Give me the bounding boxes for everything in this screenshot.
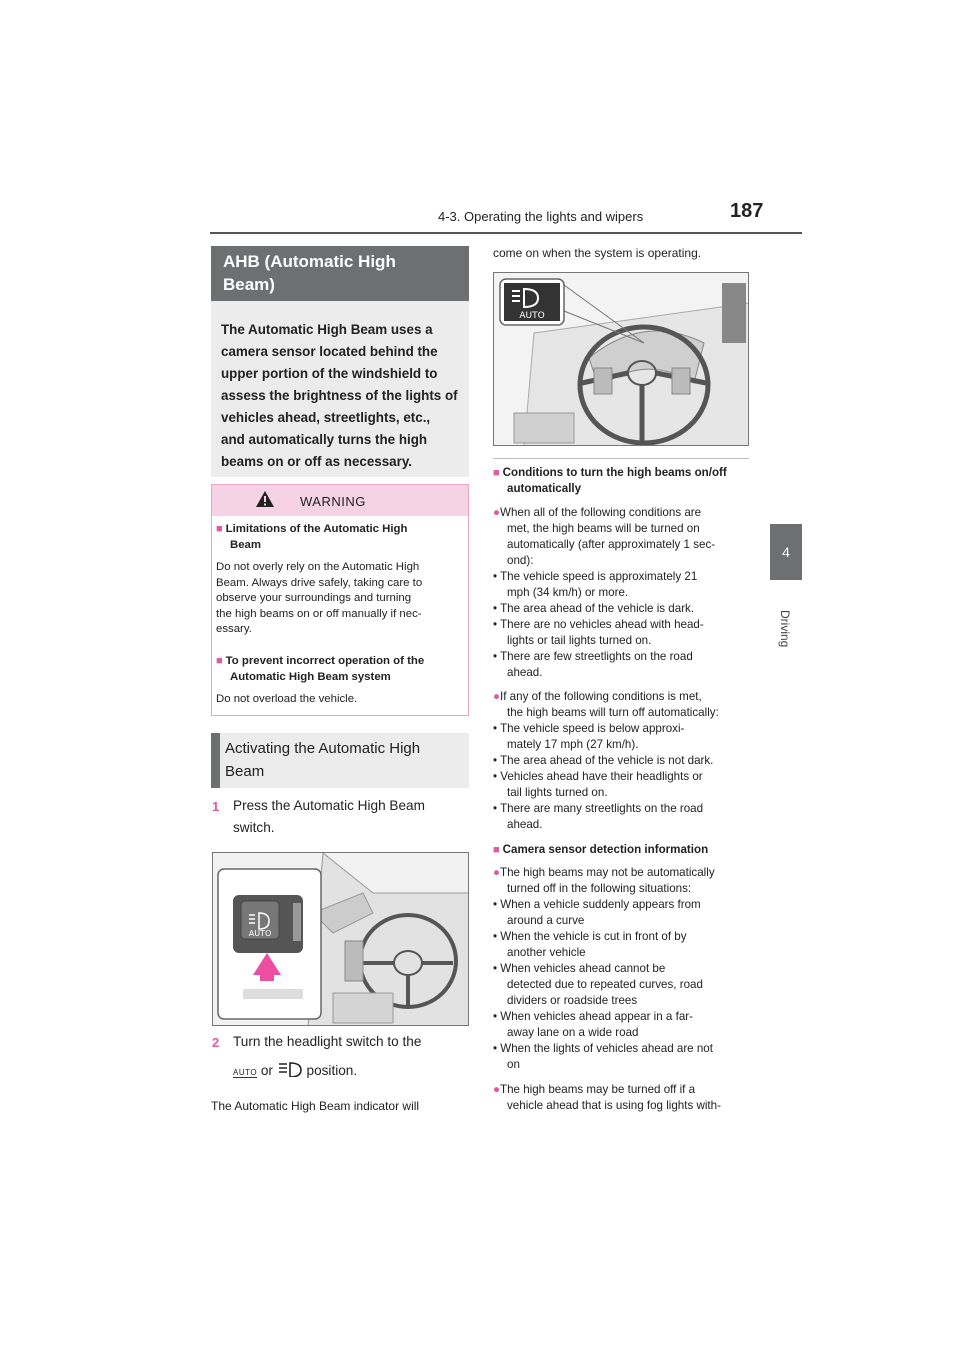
text-line: met, the high beams will be turned on <box>507 522 700 535</box>
square-bullet-icon: ■ <box>493 467 500 479</box>
square-bullet-icon: ■ <box>216 523 223 535</box>
auto-symbol: AUTO <box>233 1068 258 1077</box>
fog-note <box>493 1082 763 1114</box>
text-line: When all of the following conditions are <box>500 506 702 519</box>
list-item: The vehicle speed is below approxi- <box>500 722 685 735</box>
circle-bullet-icon: ● <box>493 506 501 519</box>
step-number: 2 <box>212 1035 220 1050</box>
list-item: There are many streetlights on the road <box>500 802 704 815</box>
list-item: tail lights turned on. <box>507 786 608 799</box>
fig-auto-label: AUTO <box>519 311 545 321</box>
list-item: Vehicles ahead have their headlights or <box>500 770 703 783</box>
list-item: mph (34 km/h) or more. <box>507 586 629 599</box>
subheading-line: Beam <box>225 763 265 780</box>
fig-auto-label: AUTO <box>248 929 272 938</box>
off-conditions: ●If any of the following conditions is met, the high beams will turn off automatically: • The vehicle speed is below approxi- mately 17 mph (27 km/h). • The area ahead of the vehicle is not dark. • Vehicles ahead have their headlights or tail lights turned on. • There are many streetlights on the road ahead. <box>493 690 719 831</box>
circle-bullet-icon: ● <box>493 690 501 703</box>
section-heading <box>211 246 469 301</box>
indicator-note: The Automatic High Beam indicator will <box>211 1099 420 1113</box>
list-item: ahead. <box>507 818 543 831</box>
warning-paragraph-2: Do not overload the vehicle. <box>216 693 358 705</box>
step-2-line-2 <box>233 1060 469 1084</box>
intro-line: The Automatic High Beam uses a <box>221 322 433 337</box>
warning-heading-1 <box>216 522 466 553</box>
text-line: turned off in the following situations: <box>507 882 692 895</box>
heading-line-1: AHB (Automatic High <box>223 252 396 271</box>
chapter-tab: 4 <box>770 524 802 580</box>
list-item: The area ahead of the vehicle is dark. <box>500 602 695 615</box>
square-bullet-icon: ■ <box>216 655 223 667</box>
chapter-label <box>772 610 800 660</box>
step-number: 1 <box>212 799 220 814</box>
page-number: 187 <box>730 200 764 222</box>
continued-text: come on when the system is operating. <box>493 246 702 260</box>
list-item: When the lights of vehicles ahead are not <box>500 1042 713 1055</box>
chapter-label-text: Driving <box>778 610 792 648</box>
text-line: The high beams may not be automatically <box>500 866 715 879</box>
list-item: There are few streetlights on the road <box>500 650 693 663</box>
intro-line: assess the brightness of the lights of <box>221 388 458 403</box>
warning-line: observe your surroundings and turning <box>216 592 412 604</box>
step-line: Press the Automatic High Beam <box>233 798 425 813</box>
dashboard-switch-figure <box>213 853 469 1026</box>
text-line: The high beams may be turned off if a <box>500 1083 696 1096</box>
warning-heading-text: Automatic High Beam system <box>230 670 391 683</box>
heading-line-2: Beam) <box>223 275 275 294</box>
square-bullet-icon: ■ <box>493 844 500 856</box>
list-item: on <box>507 1058 520 1071</box>
section-title: 4-3. Operating the lights and wipers <box>438 209 644 224</box>
step-1-text <box>233 795 469 839</box>
camera-heading <box>493 842 763 858</box>
intro-box <box>211 301 469 477</box>
heading-text: Camera sensor detection information <box>502 843 709 856</box>
warning-line: the high beams on or off manually if nec- <box>216 607 422 620</box>
or-text: or <box>260 1063 273 1078</box>
text-line: automatically (after approximately 1 sec- <box>507 538 716 551</box>
list-item: detected due to repeated curves, road <box>507 978 703 991</box>
list-item: ahead. <box>507 666 543 679</box>
warning-line: Beam. Always drive safely, taking care to <box>216 576 423 589</box>
circle-bullet-icon: ● <box>493 1083 501 1096</box>
warning-line: Do not overly rely on the Automatic High <box>216 561 420 573</box>
list-item: mately 17 mph (27 km/h). <box>507 738 639 751</box>
list-item: When the vehicle is cut in front of by <box>500 930 687 943</box>
list-item: dividers or roadside trees <box>507 994 638 1007</box>
list-item: lights or tail lights turned on. <box>507 634 652 647</box>
warning-title: WARNING <box>300 494 366 509</box>
conditions-heading <box>493 465 763 497</box>
position-text: position. <box>306 1063 358 1078</box>
intro-line: upper portion of the windshield to <box>221 366 438 381</box>
intro-line: vehicles ahead, streetlights, etc., <box>221 410 431 425</box>
intro-line: camera sensor located behind the <box>221 344 438 359</box>
intro-line: beams on or off as necessary. <box>221 454 413 469</box>
divider <box>493 458 749 459</box>
step-2-text: Turn the headlight switch to the <box>233 1034 422 1049</box>
list-item: The vehicle speed is approximately 21 <box>500 570 698 583</box>
heading-bar <box>211 733 220 788</box>
switch-illustration <box>212 852 469 1026</box>
list-item: away lane on a wide road <box>507 1026 639 1039</box>
text-line: the high beams will turn off automatically: <box>507 706 719 719</box>
list-item: When vehicles ahead cannot be <box>500 962 666 975</box>
auto-headlight-icon <box>277 1061 303 1077</box>
text-line: ond): <box>507 554 534 567</box>
list-item: another vehicle <box>507 946 586 959</box>
step-line: switch. <box>233 820 275 835</box>
intro-line: and automatically turns the high <box>221 432 428 447</box>
camera-conditions: ●The high beams may not be automatically turned off in the following situations: • When a vehicle suddenly appears from around a curve • When the vehicle is cut in front of by another vehicle • When vehicles ahead cannot be detected due to repeated curves, road dividers or roadside trees • When vehicles ahead appear in a far- away lane on a wide road • When the lights of vehicles ahead are not on <box>493 866 715 1071</box>
warning-heading-2 <box>216 654 466 685</box>
list-item: around a curve <box>507 914 585 927</box>
on-conditions: ●When all of the following conditions are met, the high beams will be turned on automatically (after approximately 1 sec- ond): • The vehicle speed is approximately 21 mph (34 km/h) or more. • The area ahead of the vehicle is dark. • There are no vehicles ahead with head- lights or tail lights turned on. • There are few streetlights on the road ahead. <box>493 506 716 679</box>
text-line: If any of the following conditions is met, <box>500 690 702 703</box>
warning-line: essary. <box>216 623 252 635</box>
warning-heading-text: To prevent incorrect operation of the <box>225 655 425 667</box>
heading-text: Conditions to turn the high beams on/off <box>502 466 727 479</box>
dashboard-indicator-figure <box>494 273 749 446</box>
list-item: When vehicles ahead appear in a far- <box>500 1010 693 1023</box>
indicator-illustration <box>493 272 749 446</box>
warning-paragraph-1 <box>216 560 466 638</box>
warning-heading-text: Beam <box>230 538 262 551</box>
warning-heading-text: Limitations of the Automatic High <box>225 523 408 535</box>
header-rule <box>210 232 802 234</box>
list-item: When a vehicle suddenly appears from <box>500 898 701 911</box>
list-item: There are no vehicles ahead with head- <box>500 618 704 631</box>
text-line: vehicle ahead that is using fog lights with- <box>507 1099 721 1112</box>
warning-triangle-icon <box>255 490 275 508</box>
subsection-heading <box>211 733 469 788</box>
circle-bullet-icon: ● <box>493 866 501 879</box>
heading-text: automatically <box>507 482 582 495</box>
subheading-line: Activating the Automatic High <box>225 740 421 757</box>
list-item: The area ahead of the vehicle is not dark. <box>500 754 714 767</box>
